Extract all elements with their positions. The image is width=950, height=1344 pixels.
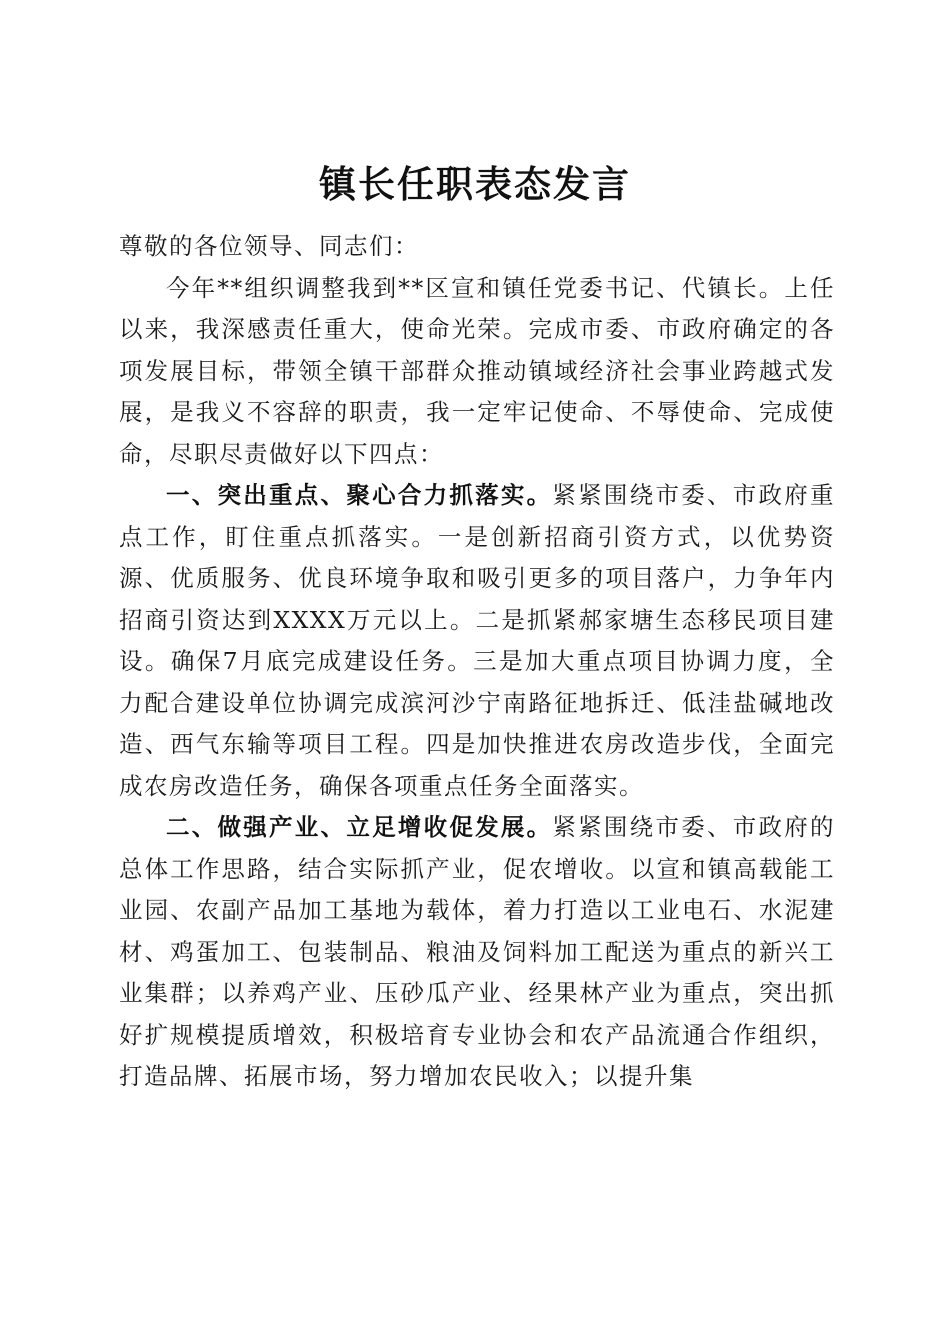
section-heading: 一、突出重点、聚心合力抓落实。 <box>166 481 553 509</box>
document-body <box>119 226 835 1098</box>
section-body: 紧紧围绕市委、市政府的总体工作思路，结合实际抓产业，促农增收。以宣和镇高载能工业园、农副产品加工基地为载体，着力打造以工业电石、水泥建材、鸡蛋加工、包装制品、粮油及饲料加工配送为重点的新兴工业集群；以养鸡产业、压砂瓜产业、经果林产业为重点，突出抓好扩规模提质增效，积极培育专业协会和农产品流通合作组织，打造品牌、拓展市场，努力增加农民收入；以提升集 <box>119 813 836 1090</box>
section-paragraph <box>119 807 835 1098</box>
section-body: 紧紧围绕市委、市政府重点工作，盯住重点抓落实。一是创新招商引资方式，以优势资源、优质服务、优良环境争取和吸引更多的项目落户，力争年内招商引资达到XXXX万元以上。二是抓紧郝家塘生态移民项目建设。确保7月底完成建设任务。三是加大重点项目协调力度，全力配合建设单位协调完成滨河沙宁南路征地拆迁、低洼盐碱地改造、西气东输等项目工程。四是加快推进农房改造步伐，全面完成农房改造任务，确保各项重点任务全面落实。 <box>119 481 836 800</box>
intro-paragraph: 今年**组织调整我到**区宣和镇任党委书记、代镇长。上任以来，我深感责任重大，使命光荣。完成市委、市政府确定的各项发展目标，带领全镇干部群众推动镇域经济社会事业跨越式发展，是我义不容辞的职责，我一定牢记使命、不辱使命、完成使命，尽职尽责做好以下四点： <box>119 273 835 468</box>
section-paragraph <box>119 475 835 807</box>
salutation: 尊敬的各位领导、同志们： <box>119 232 419 260</box>
document-title: 镇长任职表态发言 <box>319 161 631 206</box>
section-heading: 二、做强产业、立足增收促发展。 <box>166 813 553 841</box>
